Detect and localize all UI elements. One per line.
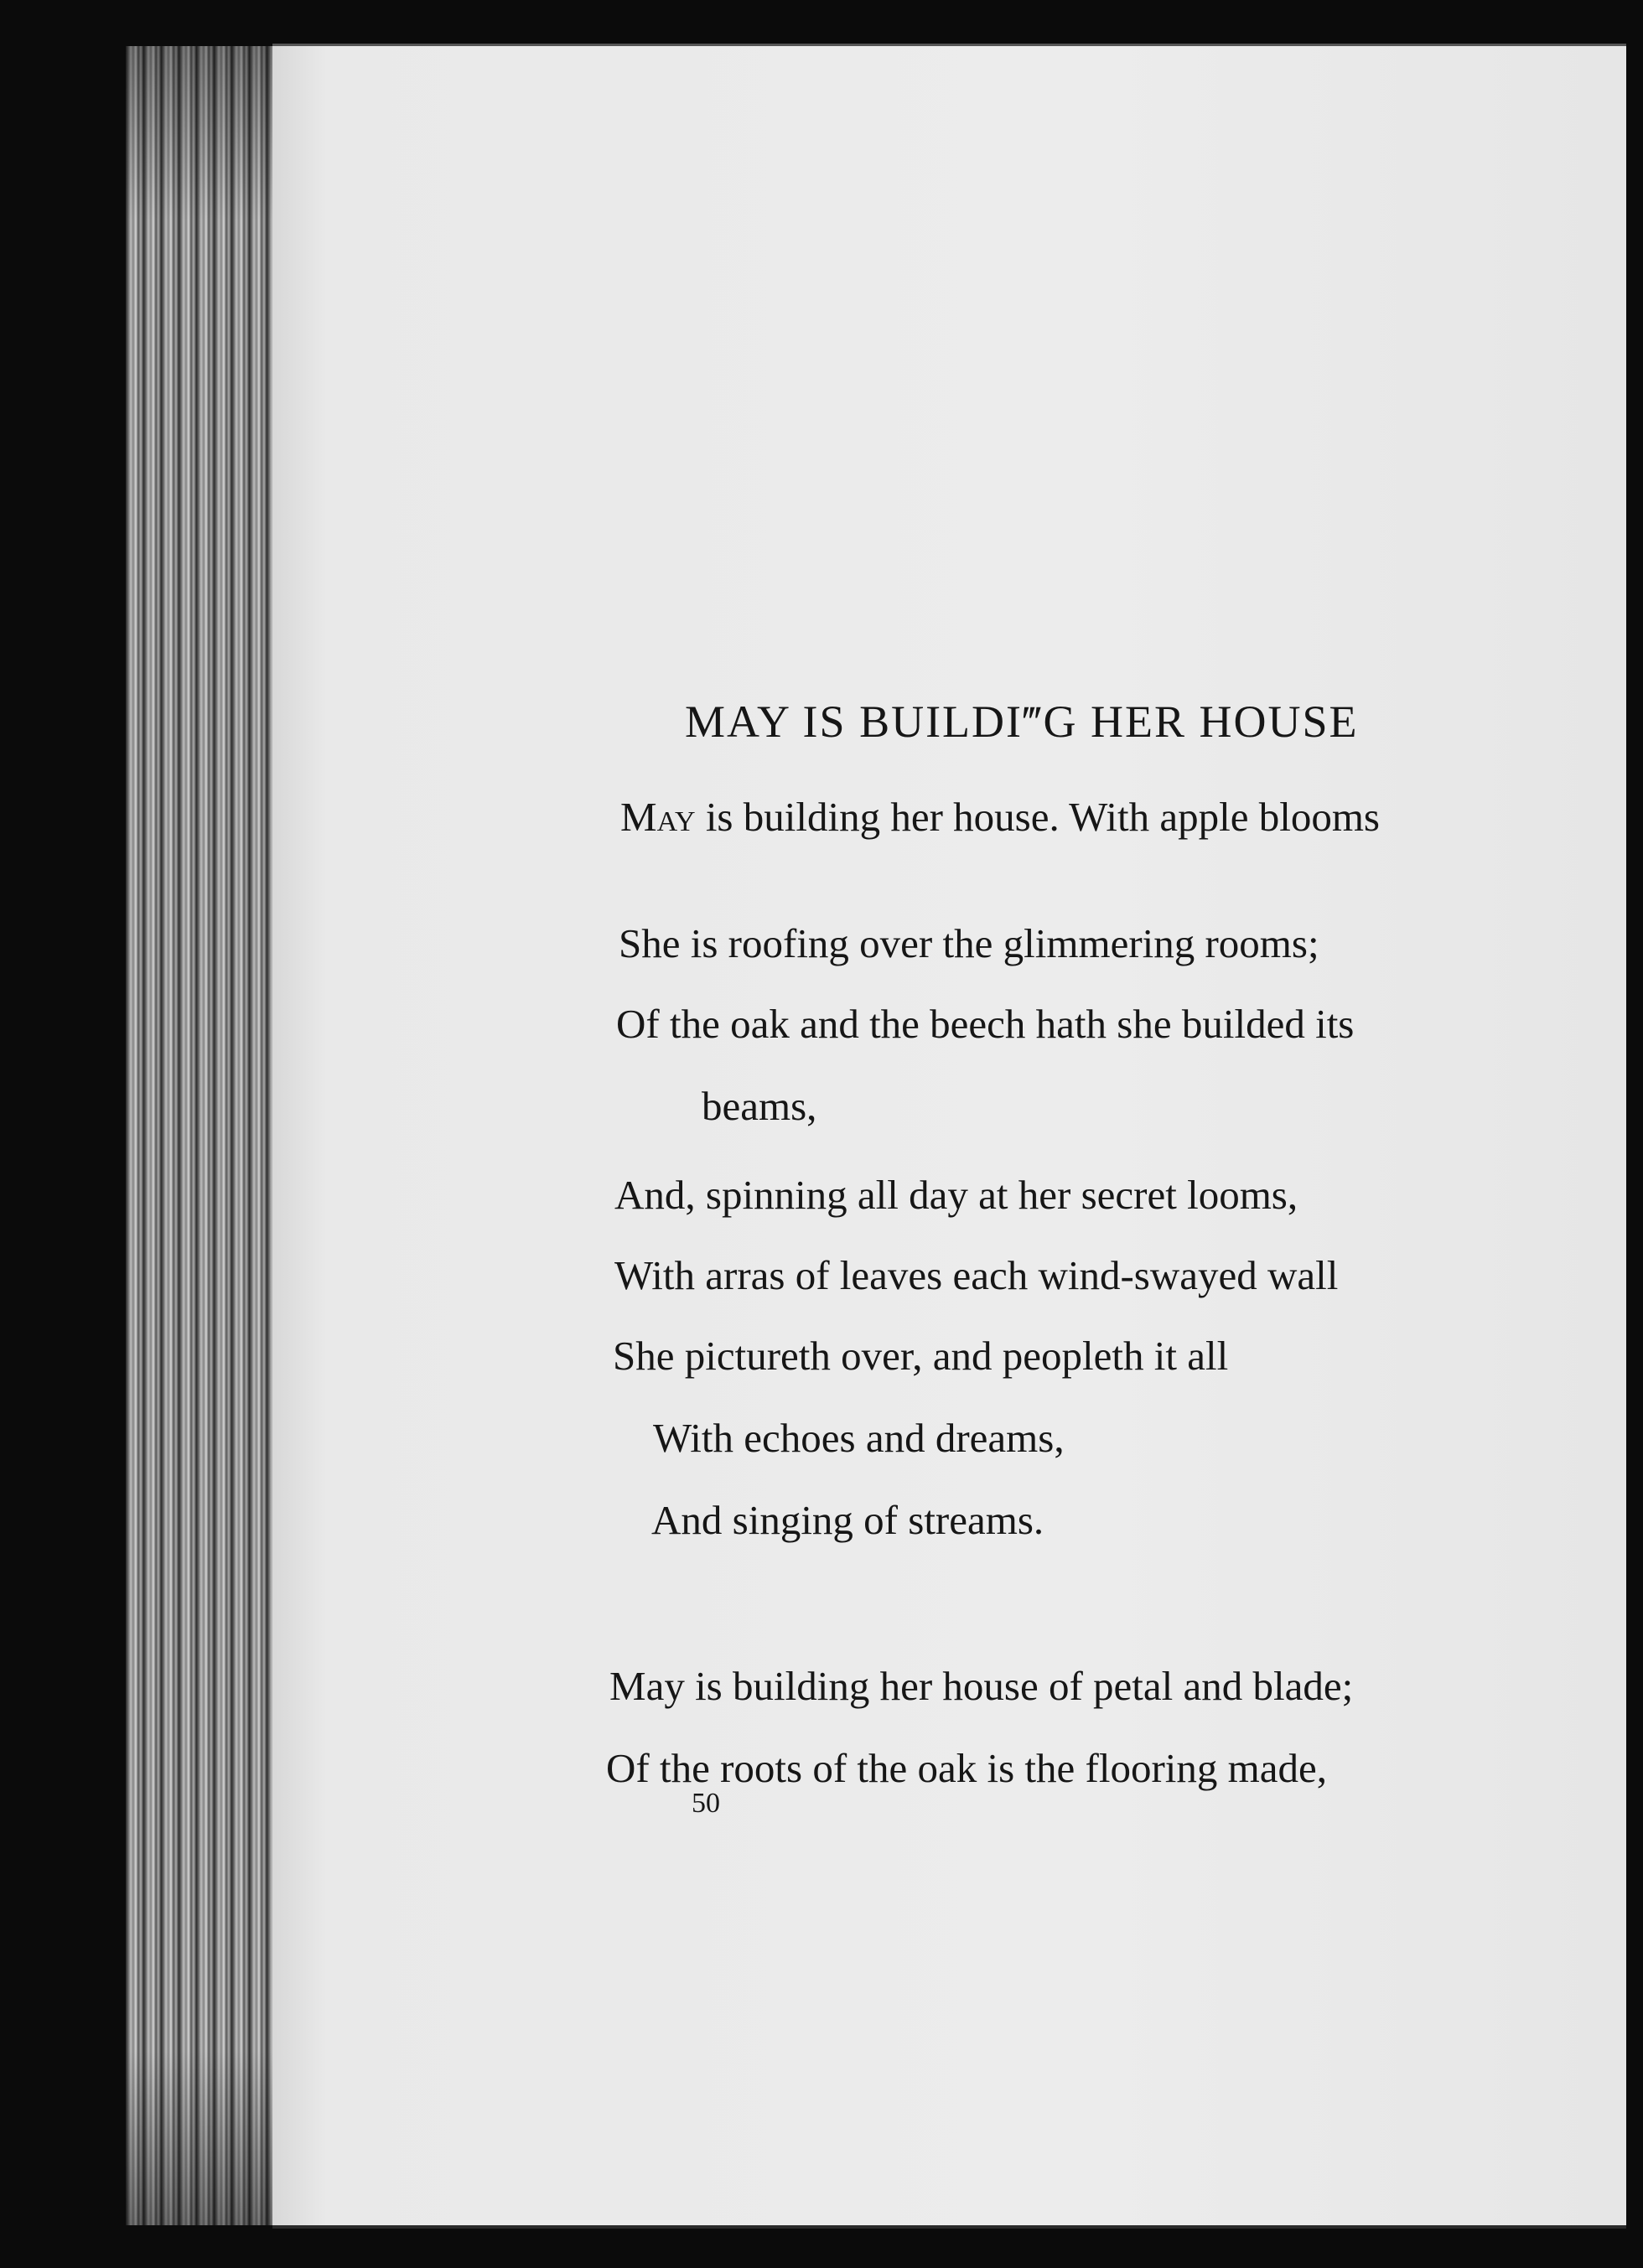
poem-title: MAY IS BUILDI‴G HER HOUSE	[685, 696, 1359, 747]
poem-line-text: is building her house. With apple blooms	[695, 794, 1381, 840]
poem-line: She is roofing over the glimmering rooms;	[619, 920, 1319, 966]
poem-line: She pictureth over, and peopleth it all	[613, 1333, 1229, 1379]
poem-first-word: May	[620, 794, 696, 840]
poem-line	[620, 794, 1381, 840]
poem-line: May is building her house of petal and blade;	[609, 1663, 1354, 1709]
poem-line-indented: And singing of streams.	[651, 1497, 1044, 1543]
poem-line: With arras of leaves each wind-swayed wall	[614, 1252, 1339, 1298]
book-page-edges	[126, 46, 277, 2225]
poem-line: Of the roots of the oak is the flooring made,	[606, 1745, 1328, 1791]
poem-line-indented: With echoes and dreams,	[653, 1415, 1065, 1461]
poem-line-continuation: beams,	[702, 1083, 817, 1129]
poem-line: And, spinning all day at her secret looms,	[614, 1172, 1298, 1218]
page-number: 50	[692, 1788, 720, 1819]
poem-line: Of the oak and the beech hath she builded its	[616, 1001, 1355, 1047]
book-page	[272, 44, 1626, 2229]
poem-text	[272, 46, 1626, 2225]
